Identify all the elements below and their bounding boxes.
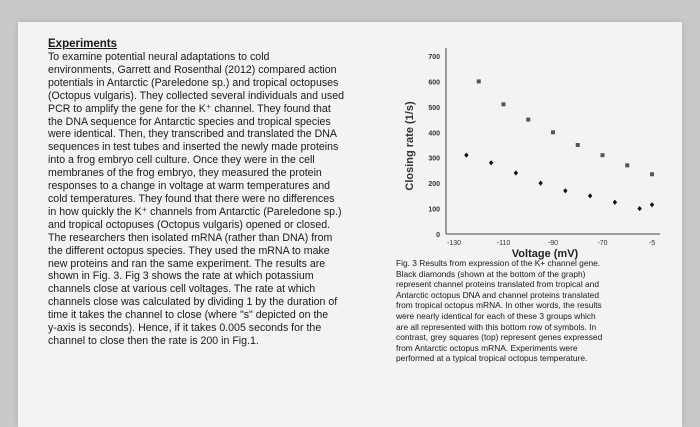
experiment-description: To examine potential neural adaptations to cold environments, Garrett and Rosenthal (2012) compared action potentials in Antarctic (Pareledone sp.) and tropical octopuses (Octopus vulgaris). They collected several individuals and used PCR to amplify the gene for the K⁺ channel. They found that the DNA sequence for Antarctic species and tropical species were identical. Then, they transcribed and translated the DNA sequences in test tubes and inserted the newly made proteins into a frog embryo cell culture. Once they were in the cell membranes of the frog embryo, they measured the protein responses to a change in voltage at warm temperatures and cold temperatures. They found that there were no differences in how quickly the K⁺ channels from Antarctic (Pareledone sp.) and tropical octopuses (Octopus vulgaris) opened or closed. The researchers then isolated mRNA (rather than DNA) from the different octopus species. They used the mRNA to make new proteins and ran the same experiment. The results are shown in Fig. 3. Fig 3 shows the rate at which potassium channels close at various cell voltages. The rate at which channels close was calculated by dividing 1 by the duration of time it takes the channel to close (where "s" depicted on the y-axis is seconds). Hence, if it takes 0.005 seconds for the channel to close then the rate is 200 in Fig.1. xyxy=(48,51,344,347)
square-data-point xyxy=(625,163,629,167)
y-ticks xyxy=(428,54,440,239)
diamond-data-point xyxy=(538,181,542,186)
figure-caption: Fig. 3 Results from expression of the K+ channel gene. Black diamonds (shown at the bottom of the graph) represent channel proteins translated from tropical and Antarctic octopus DNA and channel proteins translated from tropical octopus mRNA. In other words, the results were nearly identical for each of these 3 groups which are all represented with this bottom row of symbols. In contrast, grey squares (top) represent genes expressed from Antarctic octopus mRNA. Experiments were performed at a typical tropical octopus temperature. xyxy=(396,258,603,364)
diamond-data-point xyxy=(637,206,641,211)
x-tick-label: -5 xyxy=(648,240,656,247)
y-tick-label: 0 xyxy=(436,232,440,239)
closing-rate-chart xyxy=(390,38,680,260)
y-tick-label: 600 xyxy=(428,79,440,87)
x-axis-label: Voltage (mV) xyxy=(511,248,579,260)
x-ticks xyxy=(447,240,655,247)
square-data-point xyxy=(502,102,506,106)
y-tick-label: 400 xyxy=(428,130,440,138)
diamond-data-point xyxy=(489,160,493,165)
y-tick-label: 700 xyxy=(428,54,440,61)
square-data-point xyxy=(477,79,481,83)
square-data-point xyxy=(601,153,605,157)
x-tick-label: -130 xyxy=(446,240,462,247)
diamond-data-point xyxy=(514,170,518,175)
document-page xyxy=(18,22,682,427)
diamond-data-point xyxy=(588,193,592,198)
y-axis-label: Closing rate (1/s) xyxy=(404,101,416,191)
square-data-point xyxy=(650,172,654,176)
section-heading: Experiments xyxy=(48,38,118,50)
diamond-data-point xyxy=(650,202,654,207)
diamond-data-point xyxy=(613,200,617,205)
square-data-point xyxy=(526,118,530,122)
x-tick-label: -70 xyxy=(597,240,608,247)
x-tick-label: -90 xyxy=(547,240,559,247)
y-tick-label: 300 xyxy=(428,155,440,163)
diamond-data-point xyxy=(464,153,468,158)
y-tick-label: 100 xyxy=(428,206,440,214)
square-data-point xyxy=(551,130,555,134)
y-tick-label: 200 xyxy=(428,181,440,189)
data-points xyxy=(464,79,654,211)
y-tick-label: 500 xyxy=(428,104,440,112)
diamond-data-point xyxy=(563,188,567,193)
x-tick-label: -110 xyxy=(496,240,511,247)
square-data-point xyxy=(576,143,580,147)
